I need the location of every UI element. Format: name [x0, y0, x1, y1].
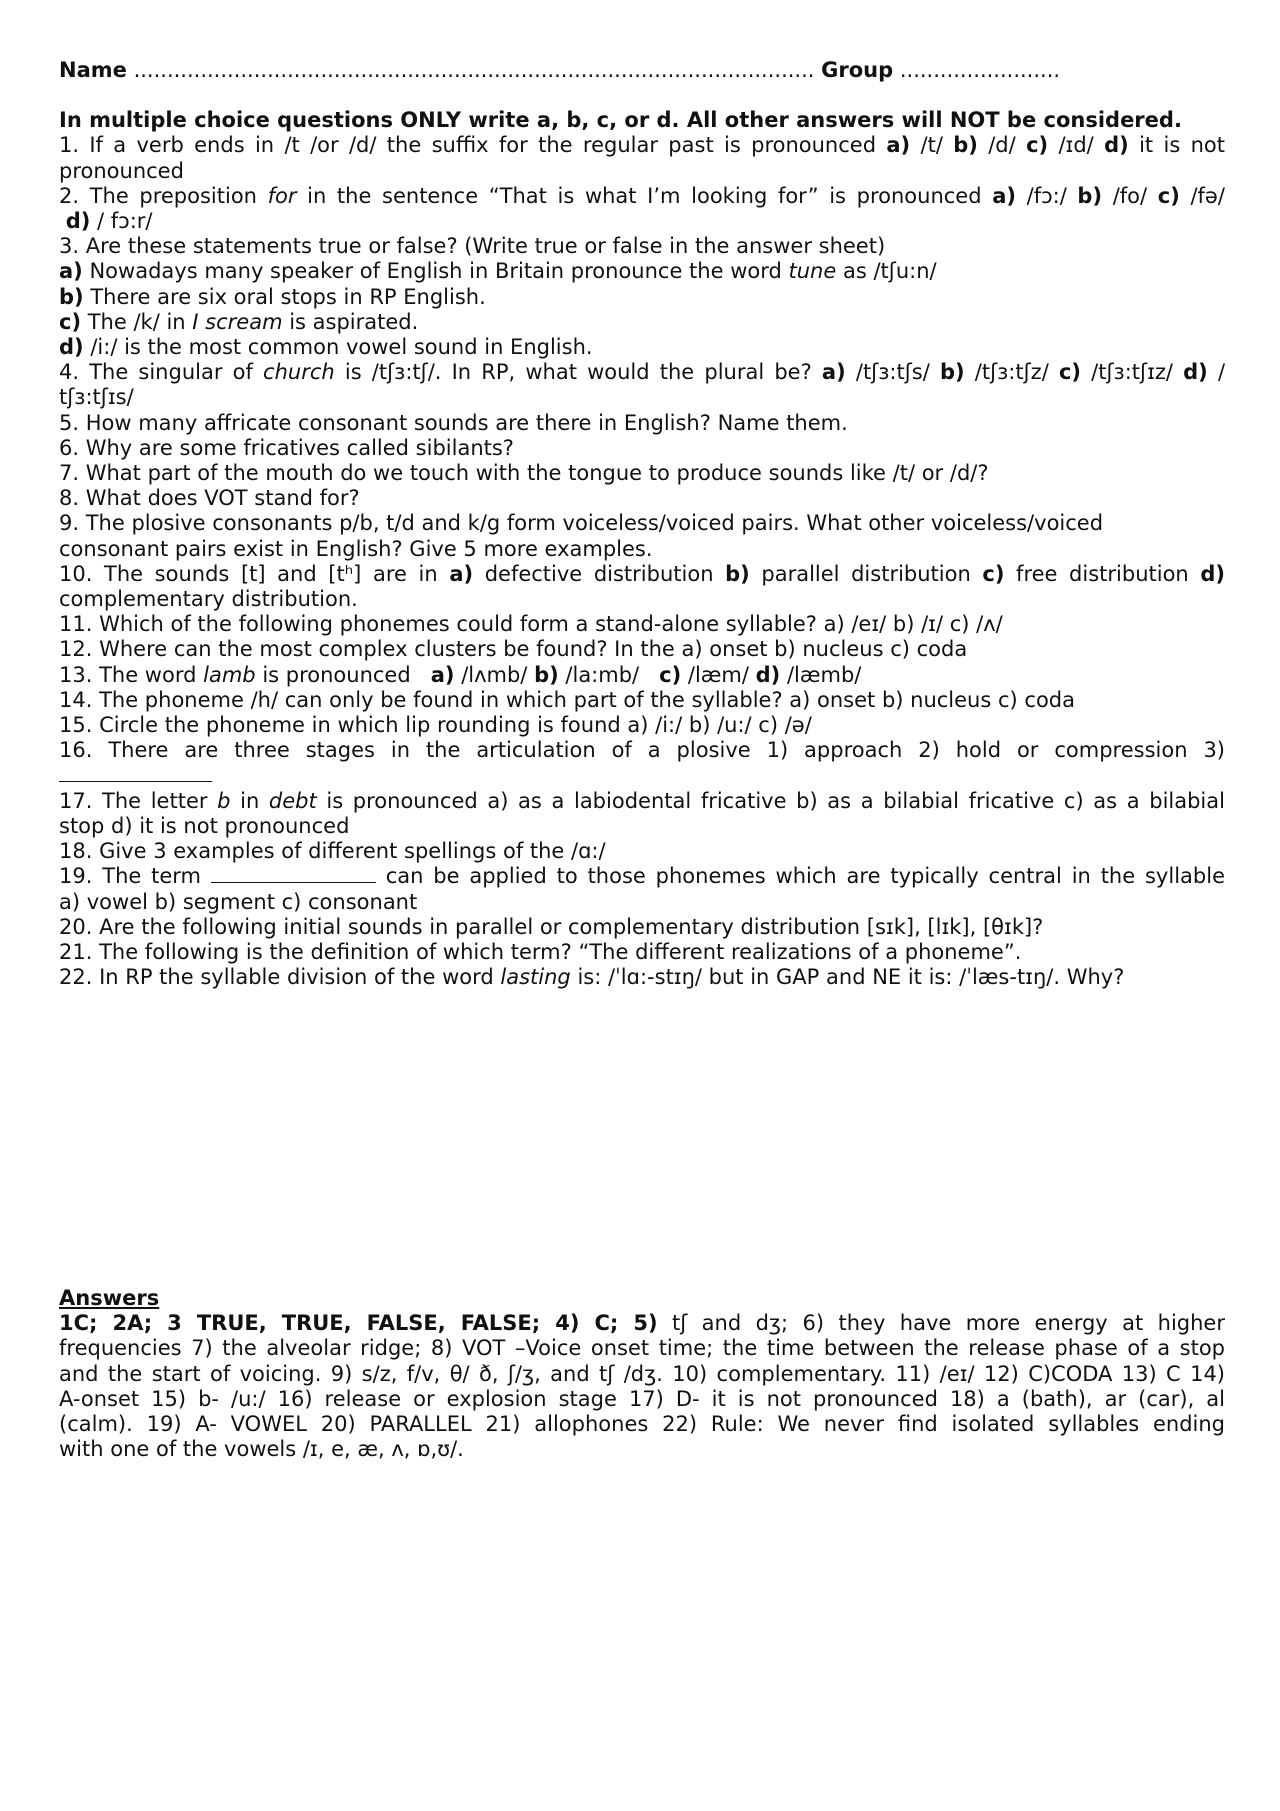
group-field[interactable]: ........................	[899, 58, 1061, 82]
name-field[interactable]: ......................................................................................................	[133, 58, 815, 82]
question-7: 7. What part of the mouth do we touch with the tongue to produce sounds like /t/ or /d/?	[59, 461, 989, 486]
answer-blank[interactable]	[211, 881, 376, 883]
question-1: 1. If a verb ends in /t /or /d/ the suffix for the regular past is pronounced a) /t/ b) /d/ c) /ɪd/ d) it is not	[59, 133, 1225, 158]
question-16-blank-line	[59, 763, 1225, 788]
question-2-cont: d) / fɔ:r/	[65, 209, 153, 234]
question-11: 11. Which of the following phonemes could form a stand-alone syllable? a) /eɪ/ b) /ɪ/ c) /ʌ/	[59, 612, 1003, 637]
question-3: 3. Are these statements true or false? (Write true or false in the answer sheet)	[59, 234, 886, 259]
question-3d: d) /i:/ is the most common vowel sound in English.	[59, 335, 593, 360]
answers-section	[59, 1286, 1225, 1462]
question-22: 22. In RP the syllable division of the word lasting is: /ˈlɑ:-stɪŋ/ but in GAP and NE it is: /ˈlæs-tɪŋ/. Why?	[59, 965, 1125, 990]
instructions: In multiple choice questions ONLY write a, b, c, or d. All other answers will NOT be considered.	[59, 108, 1182, 133]
question-18: 18. Give 3 examples of different spellings of the /ɑ:/	[59, 839, 606, 864]
question-13: 13. The word lamb is pronounced a) /lʌmb/ b) /la:mb/ c) /læm/ d) /læmb/	[59, 662, 862, 687]
header-line	[59, 58, 1225, 83]
question-4-cont: tʃɜ:tʃɪs/	[59, 385, 134, 410]
question-3a: a) Nowadays many speaker of English in Britain pronounce the word tune as /tʃu:n/	[59, 259, 937, 284]
name-label: Name	[59, 58, 127, 82]
question-8: 8. What does VOT stand for?	[59, 486, 360, 511]
question-12: 12. Where can the most complex clusters be found? In the a) onset b) nucleus c) coda	[59, 637, 968, 662]
question-19-cont: a) vowel b) segment c) consonant	[59, 889, 418, 914]
question-20: 20. Are the following initial sounds in parallel or complementary distribution [sɪk], [lɪk], [θɪk]?	[59, 914, 1044, 939]
question-4: 4. The singular of church is /tʃɜ:tʃ/. In RP, what would the plural be? a) /tʃɜ:tʃs/ b) /tʃɜ:tʃz/ c) /tʃɜ:tʃɪz/ d) /	[59, 360, 1226, 385]
answers-line-5: (calm). 19) A- VOWEL 20) PARALLEL 21) allophones 22) Rule: We never find isolated syllables ending	[59, 1412, 1225, 1437]
question-9: 9. The plosive consonants p/b, t/d and k/g form voiceless/voiced pairs. What other voiceless/voiced	[59, 511, 1104, 536]
question-19: 19. The term can be applied to those phonemes which are typically central in the syllable	[59, 864, 1225, 889]
group-label: Group	[821, 58, 894, 82]
question-14: 14. The phoneme /h/ can only be found in which part of the syllable? a) onset b) nucleus c) coda	[59, 687, 1075, 712]
answers-title: Answers	[59, 1286, 160, 1310]
question-10: 10. The sounds [t] and [tʰ] are in a) defective distribution b) parallel distribution c) free distribution d)	[59, 561, 1225, 586]
question-3c: c) The /k/ in I scream is aspirated.	[59, 309, 419, 334]
question-17-cont: stop d) it is not pronounced	[59, 813, 350, 838]
question-3b: b) There are six oral stops in RP English.	[59, 284, 486, 309]
question-1-cont: pronounced	[59, 158, 184, 183]
answers-line-2: frequencies 7) the alveolar ridge; 8) VOT –Voice onset time; the time between the release phase of a stop	[59, 1336, 1225, 1361]
question-5: 5. How many affricate consonant sounds are there in English? Name them.	[59, 410, 848, 435]
question-6: 6. Why are some fricatives called sibilants?	[59, 435, 514, 460]
question-10-cont: complementary distribution.	[59, 587, 358, 612]
answers-line-4: A-onset 15) b- /u:/ 16) release or explosion stage 17) D- it is not pronounced 18) a (bath), ar (car), al	[59, 1386, 1225, 1411]
answers-line-1: 1C; 2A; 3 TRUE, TRUE, FALSE, FALSE; 4) C; 5) tʃ and dʒ; 6) they have more energy at higher	[59, 1311, 1225, 1336]
question-21: 21. The following is the definition of which term? “The different realizations of a phoneme”.	[59, 939, 1022, 964]
question-16: 16. There are three stages in the articulation of a plosive 1) approach 2) hold or compression 3)	[59, 738, 1225, 763]
question-9-cont: consonant pairs exist in English? Give 5 more examples.	[59, 536, 653, 561]
question-17: 17. The letter b in debt is pronounced a) as a labiodental fricative b) as a bilabial fricative c) as a bilabial	[59, 788, 1225, 813]
question-15: 15. Circle the phoneme in which lip rounding is found a) /i:/ b) /u:/ c) /ə/	[59, 713, 812, 738]
answers-line-3: and the start of voicing. 9) s/z, f/v, θ/ ð, ʃ/ʒ, and tʃ /dʒ. 10) complementary. 11) /eɪ/ 12) C)CODA 13) C 14)	[59, 1361, 1225, 1386]
question-2: 2. The preposition for in the sentence “That is what I’m looking for” is pronounced a) /fɔ:/ b) /fo/ c) /fə/	[59, 183, 1225, 208]
answers-line-6: with one of the vowels /ɪ, e, æ, ʌ, ɒ,ʊ/.	[59, 1437, 464, 1462]
spacer	[59, 83, 1225, 108]
answer-blank[interactable]	[59, 780, 212, 782]
